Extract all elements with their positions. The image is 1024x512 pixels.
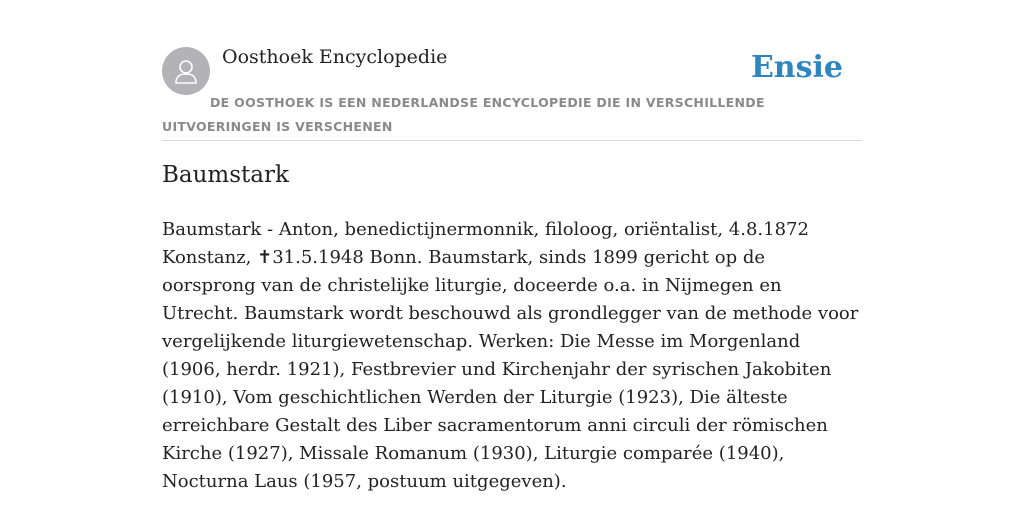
page-title: Baumstark [162, 162, 289, 188]
article-definition: Baumstark - Anton, benedictijnermonnik, filoloog, oriëntalist, 4.8.1872 Konstanz, ✝31.5.1948 Bonn. Baumstark, sinds 1899 gericht op de oorsprong van de christelijke liturgie, doceerde o.a. in Nijmegen en Utrecht. Baumstark wordt beschouwd als grondlegger van de methode voor vergelijkende liturgiewetenschap. Werken: Die Messe im Morgenland (1906, herdr. 1921), Festbrevier und Kirchenjahr der syrischen Jakobiten (1910), Vom geschichtlichen Werden der Liturgie (1923), Die älteste erreichbare Gestalt des Liber sacramentorum anni circuli der römischen Kirche (1927), Missale Romanum (1930), Liturgie comparée (1940), Nocturna Laus (1957, postuum uitgegeven). [162, 219, 859, 492]
source-title[interactable]: Oosthoek Encyclopedie [222, 46, 448, 68]
user-icon [171, 56, 201, 86]
source-header [162, 44, 862, 141]
ensie-logo[interactable]: Ensie [750, 50, 843, 85]
avatar[interactable] [162, 47, 210, 95]
source-tagline: DE OOSTHOEK IS EEN NEDERLANDSE ENCYCLOPEDIE DIE IN VERSCHILLENDE UITVOERINGEN IS VERSCHENEN [162, 95, 765, 134]
